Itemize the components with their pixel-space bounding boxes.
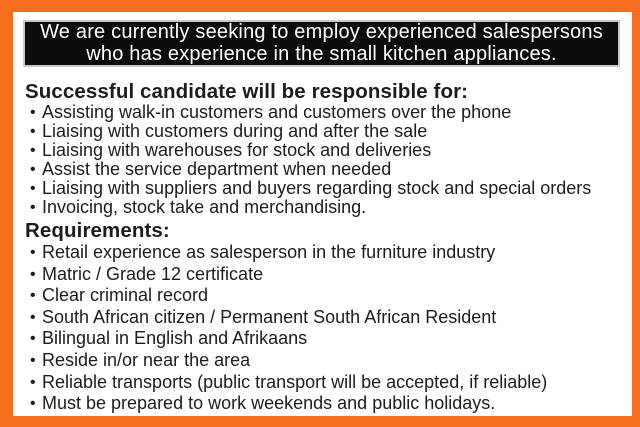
list-item: • Matric / Grade 12 certificate [13,264,632,286]
requirements-heading: Requirements: [25,219,170,242]
list-item: • Liaising with warehouses for stock and deliveries [13,141,632,160]
list-item: • Retail experience as salesperson in the furniture industry [13,242,632,264]
intro-banner-line-2: who has experience in the small kitchen appliances. [86,42,557,65]
list-item: • Liaising with suppliers and buyers regarding stock and special orders [13,179,632,198]
list-item: • Must be prepared to work weekends and public holidays. [13,393,632,415]
list-item: • Reside in/or near the area [13,350,632,372]
list-item: • Liaising with customers during and after the sale [13,122,632,141]
list-item: • South African citizen / Permanent South African Resident [13,307,632,329]
list-item: • Assist the service department when needed [13,160,632,179]
intro-banner-line-1: We are currently seeking to employ experienced salespersons [40,21,603,43]
list-item: • Assisting walk-in customers and customers over the phone [13,103,632,122]
intro-banner [23,20,620,67]
responsibilities-heading: Successful candidate will be responsible for: [25,80,469,103]
list-item: • Bilingual in English and Afrikaans [13,328,632,350]
list-item: • Reliable transports (public transport will be accepted, if reliable) [13,372,632,394]
list-item: • Clear criminal record [13,285,632,307]
responsibilities-list [13,103,632,217]
list-item: • Invoicing, stock take and merchandising. [13,198,632,217]
requirements-list [13,242,632,415]
